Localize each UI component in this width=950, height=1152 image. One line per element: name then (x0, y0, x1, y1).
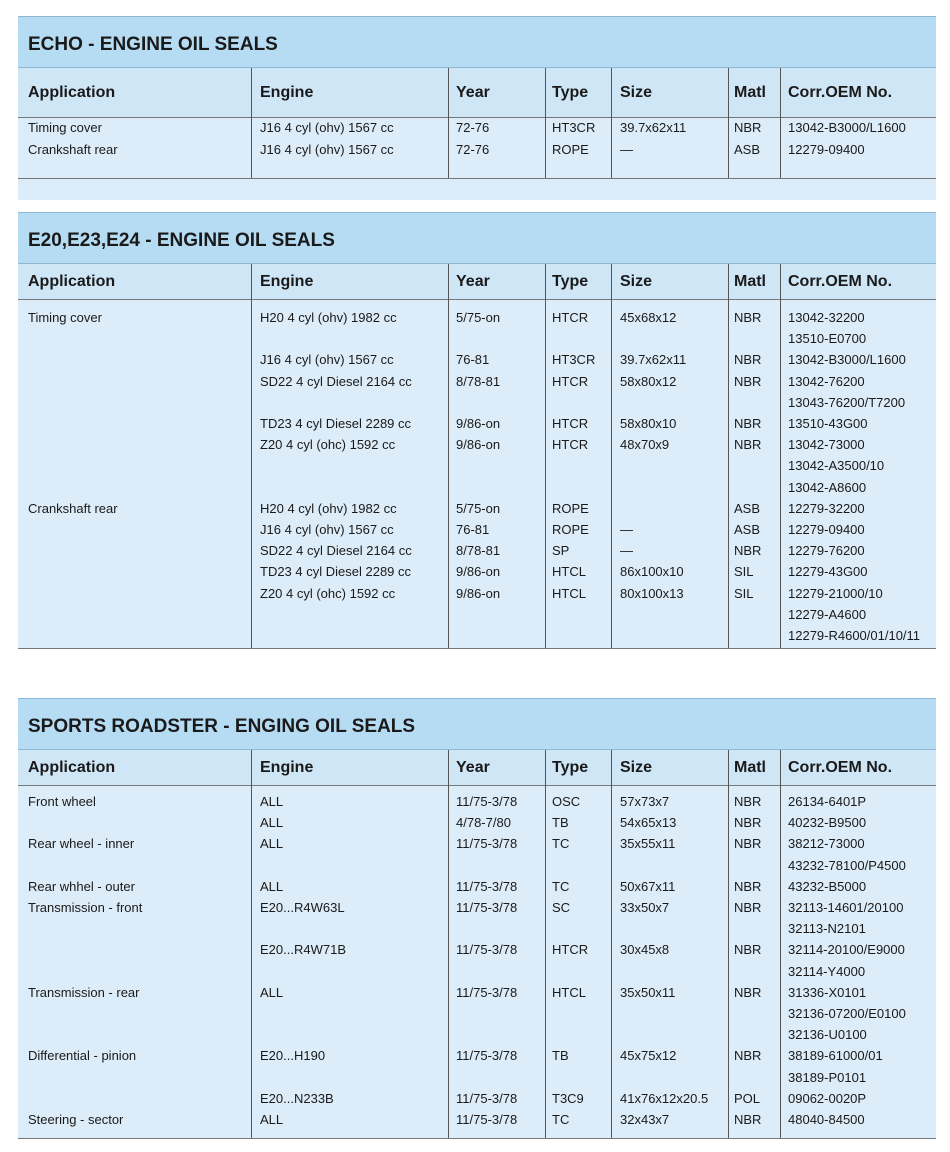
cell-engine: TD23 4 cyl Diesel 2289 cc (260, 416, 412, 431)
cell-type: SP (552, 543, 570, 559)
cell-engine: E20...R4W63L (260, 900, 345, 915)
column-header-type: Type (552, 84, 589, 101)
cell-type: HTCR (552, 942, 589, 958)
cell-year: 9/86-on (456, 564, 501, 580)
cell-year: 11/75-3/78 (456, 942, 518, 958)
column-divider (448, 750, 449, 1138)
cell-year: 11/75-3/78 (456, 1048, 518, 1064)
cell-oem-no: 32136-07200/E0100 (788, 1006, 906, 1021)
cell-year: 4/78-7/80 (456, 815, 511, 831)
column-header-application: Application (28, 273, 116, 290)
cell-type: HTCR (552, 416, 589, 431)
cell-application: Rear whhel - outer (28, 878, 135, 894)
section-title: SPORTS ROADSTER - ENGING OIL SEALS (18, 698, 936, 750)
column-header-type: Type (552, 273, 589, 290)
column-header-year: Year (456, 84, 490, 101)
cell-oem-no: 32136-U0100 (788, 1027, 867, 1043)
column-header-matl: Matl (734, 84, 766, 101)
cell-engine: SD22 4 cyl Diesel 2164 cc (260, 373, 412, 389)
cell-size: 39.7x62x11 (620, 352, 687, 368)
cell-engine: E20...R4W71B (260, 942, 346, 958)
column-header-year: Year (456, 273, 490, 290)
cell-oem-no: 13042-73000 (788, 437, 865, 453)
cell-matl: NBR (734, 942, 762, 958)
cell-size: — (620, 522, 633, 537)
cell-application: Timing cover (28, 310, 102, 325)
cell-type: T3C9 (552, 1090, 584, 1106)
cell-year: 76-81 (456, 352, 490, 368)
column-header-size: Size (620, 273, 653, 290)
cell-size: 45x75x12 (620, 1048, 677, 1064)
cell-matl: NBR (734, 416, 762, 431)
cell-type: ROPE (552, 141, 589, 157)
cell-oem-no: 12279-32200 (788, 500, 865, 516)
column-divider (545, 264, 546, 648)
cell-size: — (620, 543, 633, 559)
cell-size: 45x68x12 (620, 310, 677, 325)
cell-year: 11/75-3/78 (456, 1112, 518, 1127)
cell-application: Crankshaft rear (28, 141, 118, 157)
cell-oem-no: 13042-76200 (788, 373, 865, 389)
column-divider (545, 750, 546, 1138)
column-header-size: Size (620, 84, 653, 101)
cell-year: 11/75-3/78 (456, 878, 518, 894)
cell-application: Crankshaft rear (28, 500, 118, 516)
table-bottom-rule (18, 178, 936, 179)
cell-type: HTCR (552, 437, 589, 453)
column-header-oem-no: Corr.OEM No. (788, 759, 893, 776)
section-title: ECHO - ENGINE OIL SEALS (18, 16, 936, 68)
cell-engine: ALL (260, 1112, 284, 1127)
cell-oem-no: 38189-61000/01 (788, 1048, 883, 1064)
cell-year: 5/75-on (456, 310, 501, 325)
cell-size: 41x76x12x20.5 (620, 1090, 709, 1106)
column-divider (448, 68, 449, 178)
cell-year: 76-81 (456, 522, 490, 537)
cell-matl: ASB (734, 500, 761, 516)
cell-matl: SIL (734, 585, 754, 601)
cell-matl: NBR (734, 352, 762, 368)
cell-oem-no: 13042-32200 (788, 310, 865, 325)
column-header-matl: Matl (734, 759, 766, 776)
cell-application: Steering - sector (28, 1112, 124, 1127)
cell-oem-no: 38212-73000 (788, 836, 865, 852)
column-header-size: Size (620, 759, 653, 776)
cell-year: 9/86-on (456, 437, 501, 453)
cell-application: Transmission - rear (28, 984, 140, 1000)
cell-matl: NBR (734, 310, 762, 325)
column-divider (780, 264, 781, 648)
cell-oem-no: 43232-B5000 (788, 878, 867, 894)
cell-oem-no: 13510-E0700 (788, 331, 867, 347)
cell-type: HT3CR (552, 120, 596, 135)
cell-oem-no: 48040-84500 (788, 1112, 865, 1127)
cell-matl: SIL (734, 564, 754, 580)
cell-engine: ALL (260, 815, 284, 831)
seal-table-section (18, 212, 936, 648)
cell-year: 9/86-on (456, 585, 501, 601)
column-divider (728, 68, 729, 178)
cell-size: 80x100x13 (620, 585, 684, 601)
cell-size: 35x55x11 (620, 836, 676, 852)
column-divider (611, 750, 612, 1138)
cell-type: SC (552, 900, 571, 915)
column-header-row (18, 68, 936, 118)
cell-matl: ASB (734, 522, 761, 537)
cell-type: OSC (552, 794, 581, 809)
cell-year: 11/75-3/78 (456, 900, 518, 915)
cell-oem-no: 12279-A4600 (788, 606, 867, 622)
column-header-engine: Engine (260, 84, 314, 101)
cell-matl: NBR (734, 543, 762, 559)
cell-oem-no: 13042-A3500/10 (788, 458, 885, 474)
cell-type: TC (552, 878, 570, 894)
cell-size: 86x100x10 (620, 564, 684, 580)
cell-oem-no: 13042-B3000/L1600 (788, 352, 906, 368)
column-header-oem-no: Corr.OEM No. (788, 273, 893, 290)
cell-engine: ALL (260, 794, 284, 809)
cell-engine: Z20 4 cyl (ohc) 1592 cc (260, 585, 396, 601)
seal-table-section (18, 698, 936, 1138)
cell-oem-no: 32113-N2101 (788, 921, 866, 937)
cell-size: 58x80x12 (620, 373, 677, 389)
cell-type: TC (552, 1112, 570, 1127)
column-divider (728, 264, 729, 648)
cell-oem-no: 32114-20100/E9000 (788, 942, 905, 958)
column-header-row (18, 750, 936, 786)
cell-year: 11/75-3/78 (456, 984, 518, 1000)
table-bottom-rule (18, 648, 936, 649)
cell-engine: E20...N233B (260, 1090, 334, 1106)
column-divider (780, 750, 781, 1138)
section-title: E20,E23,E24 - ENGINE OIL SEALS (18, 212, 936, 264)
cell-type: ROPE (552, 500, 589, 516)
cell-size: 33x50x7 (620, 900, 670, 915)
cell-engine: J16 4 cyl (ohv) 1567 cc (260, 120, 394, 135)
cell-size: 58x80x10 (620, 416, 677, 431)
cell-oem-no: 31336-X0101 (788, 984, 867, 1000)
cell-oem-no: 12279-R4600/01/10/11 (788, 628, 921, 643)
cell-size: 32x43x7 (620, 1112, 670, 1127)
cell-year: 9/86-on (456, 416, 501, 431)
cell-year: 11/75-3/78 (456, 794, 518, 809)
cell-year: 5/75-on (456, 500, 501, 516)
cell-engine: ALL (260, 984, 284, 1000)
cell-type: HTCL (552, 564, 586, 580)
column-header-engine: Engine (260, 273, 314, 290)
cell-type: HTCL (552, 585, 586, 601)
cell-application: Rear wheel - inner (28, 836, 135, 852)
column-divider (728, 750, 729, 1138)
column-divider (251, 750, 252, 1138)
cell-year: 8/78-81 (456, 543, 501, 559)
column-header-year: Year (456, 759, 490, 776)
cell-type: TC (552, 836, 570, 852)
cell-oem-no: 13510-43G00 (788, 416, 868, 431)
cell-size: 54x65x13 (620, 815, 677, 831)
cell-matl: NBR (734, 794, 762, 809)
cell-size: 35x50x11 (620, 984, 676, 1000)
cell-type: HTCR (552, 373, 589, 389)
cell-size: 57x73x7 (620, 794, 670, 809)
cell-engine: TD23 4 cyl Diesel 2289 cc (260, 564, 412, 580)
cell-matl: NBR (734, 1112, 762, 1127)
cell-matl: NBR (734, 836, 762, 852)
column-divider (611, 264, 612, 648)
cell-matl: NBR (734, 984, 762, 1000)
cell-matl: POL (734, 1090, 761, 1106)
cell-matl: NBR (734, 815, 762, 831)
cell-type: HTCR (552, 310, 589, 325)
cell-engine: J16 4 cyl (ohv) 1567 cc (260, 141, 394, 157)
cell-engine: J16 4 cyl (ohv) 1567 cc (260, 352, 394, 368)
column-divider (611, 68, 612, 178)
cell-matl: NBR (734, 437, 762, 453)
cell-matl: ASB (734, 141, 761, 157)
cell-application: Transmission - front (28, 900, 143, 915)
column-header-application: Application (28, 759, 116, 776)
cell-oem-no: 43232-78100/P4500 (788, 857, 906, 873)
cell-year: 72-76 (456, 141, 490, 157)
cell-engine: SD22 4 cyl Diesel 2164 cc (260, 543, 412, 559)
column-divider (545, 68, 546, 178)
cell-type: HT3CR (552, 352, 596, 368)
cell-engine: J16 4 cyl (ohv) 1567 cc (260, 522, 394, 537)
cell-oem-no: 09062-0020P (788, 1090, 867, 1106)
cell-matl: NBR (734, 120, 762, 135)
cell-oem-no: 13043-76200/T7200 (788, 394, 906, 410)
cell-oem-no: 13042-B3000/L1600 (788, 120, 906, 135)
column-divider (251, 264, 252, 648)
cell-oem-no: 26134-6401P (788, 794, 867, 809)
cell-engine: Z20 4 cyl (ohc) 1592 cc (260, 437, 396, 453)
column-header-oem-no: Corr.OEM No. (788, 84, 893, 101)
cell-engine: E20...H190 (260, 1048, 326, 1064)
column-header-type: Type (552, 759, 589, 776)
column-header-row (18, 264, 936, 300)
cell-oem-no: 12279-21000/10 (788, 585, 883, 601)
cell-size: 30x45x8 (620, 942, 670, 958)
cell-application: Timing cover (28, 120, 102, 135)
cell-year: 11/75-3/78 (456, 1090, 518, 1106)
column-header-engine: Engine (260, 759, 314, 776)
column-divider (780, 68, 781, 178)
cell-engine: ALL (260, 836, 284, 852)
cell-year: 8/78-81 (456, 373, 501, 389)
cell-matl: NBR (734, 878, 762, 894)
seal-table-section (18, 16, 936, 200)
cell-engine: H20 4 cyl (ohv) 1982 cc (260, 500, 397, 516)
cell-size: 48x70x9 (620, 437, 670, 453)
cell-type: HTCL (552, 984, 586, 1000)
cell-oem-no: 12279-43G00 (788, 564, 868, 580)
cell-engine: ALL (260, 878, 284, 894)
cell-year: 72-76 (456, 120, 490, 135)
column-divider (448, 264, 449, 648)
table-bottom-rule (18, 1138, 936, 1139)
cell-matl: NBR (734, 1048, 762, 1064)
cell-oem-no: 32114-Y4000 (788, 963, 866, 979)
cell-application: Differential - pinion (28, 1048, 137, 1064)
cell-year: 11/75-3/78 (456, 836, 518, 852)
cell-size: 39.7x62x11 (620, 120, 687, 135)
cell-oem-no: 38189-P0101 (788, 1069, 867, 1085)
cell-oem-no: 40232-B9500 (788, 815, 867, 831)
cell-matl: NBR (734, 900, 762, 915)
column-divider (251, 68, 252, 178)
cell-oem-no: 12279-76200 (788, 543, 865, 559)
cell-oem-no: 32113-14601/20100 (788, 900, 904, 915)
cell-oem-no: 12279-09400 (788, 522, 865, 537)
cell-matl: NBR (734, 373, 762, 389)
cell-size: — (620, 141, 633, 157)
cell-oem-no: 12279-09400 (788, 141, 865, 157)
column-header-application: Application (28, 84, 116, 101)
cell-type: TB (552, 1048, 569, 1064)
cell-size: 50x67x11 (620, 878, 676, 894)
cell-engine: H20 4 cyl (ohv) 1982 cc (260, 310, 397, 325)
cell-oem-no: 13042-A8600 (788, 479, 867, 495)
cell-type: ROPE (552, 522, 589, 537)
column-header-matl: Matl (734, 273, 766, 290)
cell-application: Front wheel (28, 794, 96, 809)
cell-type: TB (552, 815, 569, 831)
